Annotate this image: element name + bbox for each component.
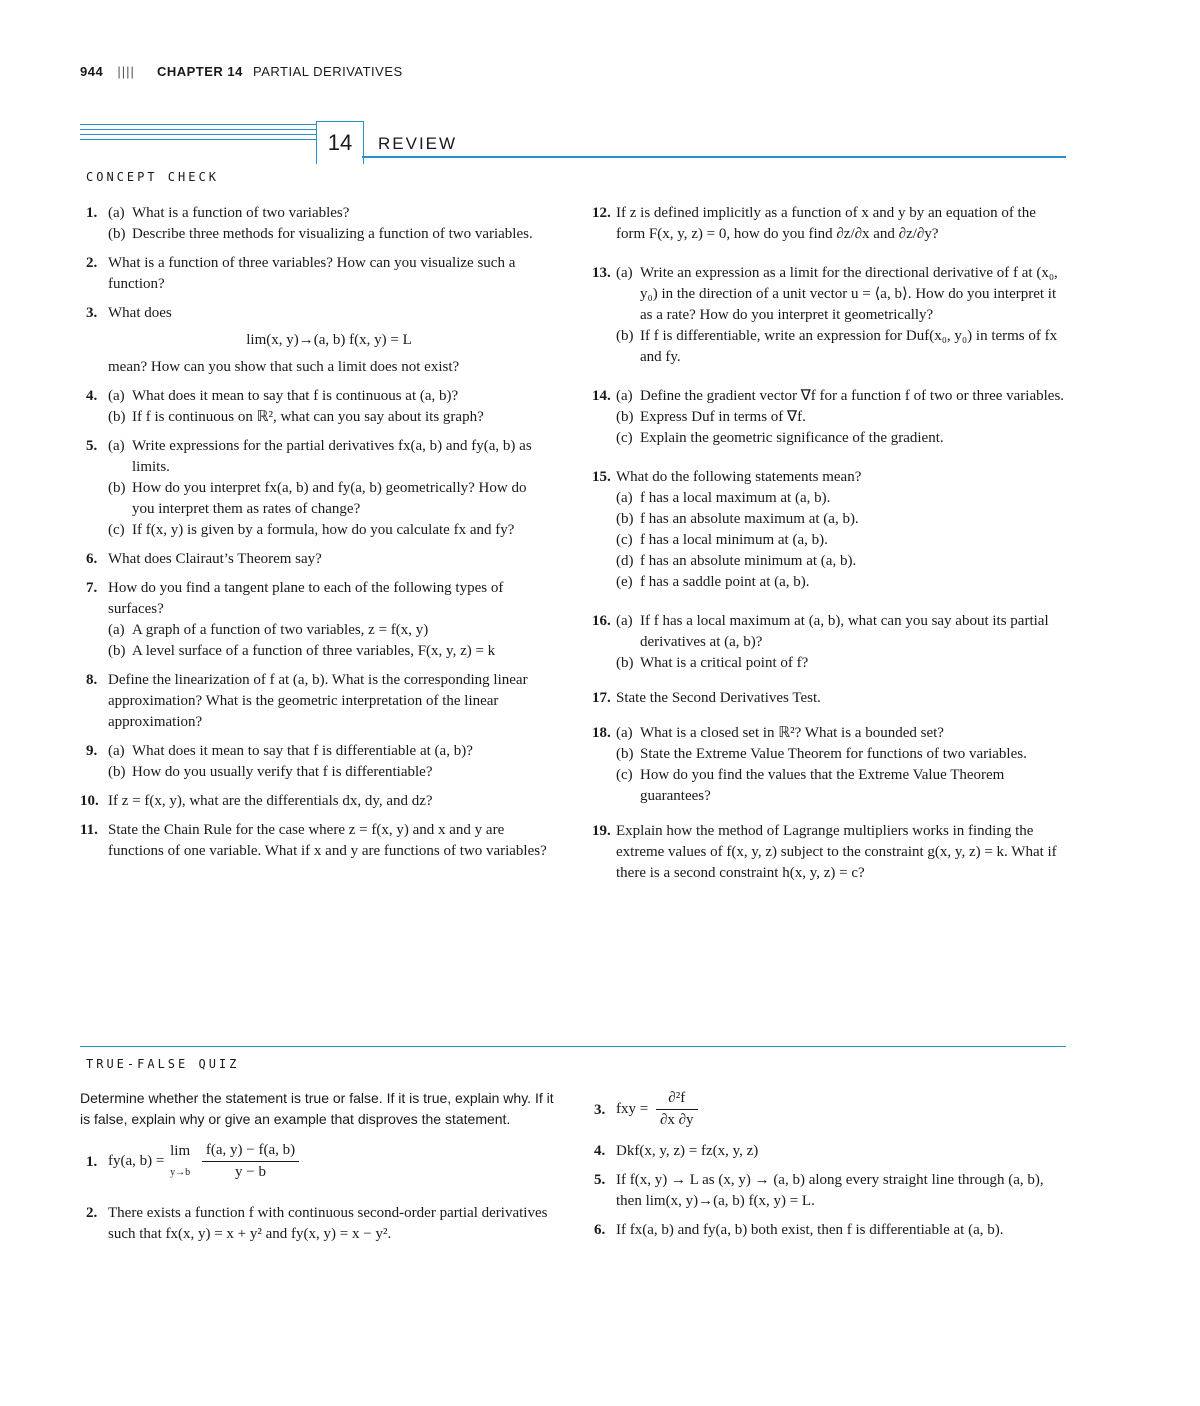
banner-lines	[80, 124, 316, 144]
chapter-title: PARTIAL DERIVATIVES	[253, 64, 403, 79]
question-17: 17. State the Second Derivatives Test.	[592, 690, 821, 706]
question-8: 8. Define the linearization of f at (a, b). What is the corresponding linear approximation? What is the geometric interpretation of the linear approximation?	[86, 672, 528, 730]
quiz-rule	[80, 1046, 1066, 1047]
question-9: 9. (a) What does it mean to say that f is differentiable at (a, b)? (b) How do you usually verify that f is differentiable?	[86, 743, 473, 780]
chapter-label: CHAPTER 14	[156, 64, 243, 79]
quiz-question-5: 5. If f(x, y) → L as (x, y) → (a, b) along every straight line through (a, b), then lim(x, y)→(a, b) f(x, y) = L.	[594, 1172, 1044, 1209]
question-2: 2. What is a function of three variables? How can you visualize such a function?	[86, 255, 516, 292]
quiz-question-6: 6. If fx(a, b) and fy(a, b) both exist, then f is differentiable at (a, b).	[594, 1222, 1004, 1238]
question-12: 12. If z is defined implicitly as a function of x and y by an equation of the form F(x, y, z) = 0, how do you find ∂z/∂x and ∂z/∂y?	[592, 205, 1036, 242]
question-15: 15. What do the following statements mean? (a) f has a local maximum at (a, b). (b) f has an absolute maximum at (a, b). (c) f has a local minimum at (a, b). (d) f has an absolute minimum at (a, b). (e) f has a saddle point at (a, b).	[592, 469, 862, 590]
question-14: 14. (a) Define the gradient vector ∇f for a function f of two or three variables. (b) Express Duf in terms of ∇f. (c) Explain the geometric significance of the gradient.	[592, 388, 1065, 446]
quiz-question-2: 2. There exists a function f with continuous second-order partial derivatives such that fx(x, y) = x + y² and fy(x, y) = x − y².	[86, 1205, 548, 1242]
quiz-right-column	[588, 1088, 1066, 1249]
question-10: 10. If z = f(x, y), what are the differentials dx, dy, and dz?	[80, 793, 433, 809]
question-7: 7. How do you find a tangent plane to each of the following types of surfaces? (a) A graph of a function of two variables, z = f(x, y) (b) A level surface of a function of three variables, F(x, y, z) = k	[86, 580, 504, 659]
quiz-question-3: 3. fxy = $\frac{\text{∂²f}}{\partial x \partial y}$	[588, 1088, 1066, 1131]
question-16: 16. (a) If f has a local maximum at (a, b), what can you say about its partial derivatives at (a, b)? (b) What is a critical point of f?	[592, 613, 1049, 671]
question-4: 4. (a) What does it mean to say that f is continuous at (a, b)? (b) If f is continuous on ℝ², what can you say about its graph?	[86, 388, 484, 425]
quiz-question-4: 4. Dkf(x, y, z) = fz(x, y, z)	[594, 1143, 759, 1159]
concept-right-column	[588, 203, 1066, 892]
quiz-left-column	[80, 1140, 560, 1253]
quiz-question-1: 1. fy(a, b) = lim y→b $\frac{f(a, y) - f(a, b)}{y - b}$	[80, 1140, 560, 1183]
question-6: 6. What does Clairaut’s Theorem say?	[86, 551, 322, 567]
question-3: 3. What does lim(x, y)→(a, b) f(x, y) = L mean? How can you show that such a limit does not exist?	[80, 303, 550, 378]
running-header	[80, 64, 403, 79]
page-number: 944	[80, 64, 104, 79]
question-19: 19. Explain how the method of Lagrange multipliers works in finding the extreme values of f(x, y, z) subject to the constraint g(x, y, z) = k. What if there is a second constraint h(x, y, z) = c?	[592, 823, 1057, 881]
question-1: 1. (a) What is a function of two variables? (b) Describe three methods for visualizing a function of two variables.	[86, 205, 533, 242]
review-number: 14	[316, 121, 364, 164]
header-bars: ||||	[117, 64, 135, 79]
banner-rule	[362, 156, 1066, 158]
quiz-intro: Determine whether the statement is true or false. If it is true, explain why. If it is false, explain why or give an example that disproves the statement.	[80, 1090, 554, 1127]
concept-left-column	[80, 203, 550, 870]
review-title: REVIEW	[378, 134, 458, 153]
quiz-heading: TRUE-FALSE QUIZ	[86, 1057, 240, 1071]
concept-check-heading: CONCEPT CHECK	[86, 170, 219, 184]
question-5: 5. (a) Write expressions for the partial derivatives fx(a, b) and fy(a, b) as limits. (b) How do you interpret fx(a, b) and fy(a, b) geometrically? How do you interpret them as rates of change? (c) If f(x, y) is given by a formula, how do you calculate fx and fy?	[86, 438, 532, 538]
question-11: 11. State the Chain Rule for the case where z = f(x, y) and x and y are functions of one variable. What if x and y are functions of two variables?	[80, 822, 547, 859]
limit-formula: lim(x, y)→(a, b) f(x, y) = L	[246, 332, 412, 348]
question-13: 13. (a) Write an expression as a limit for the directional derivative of f at (x₀, y₀) in the direction of a unit vector u = ⟨a, b⟩. How do you interpret it as a rate? How do you interpret it geometrically? (b) If f is differentiable, write an expression for Duf(x₀, y₀) in terms of fx and fy.	[592, 265, 1058, 365]
question-18: 18. (a) What is a closed set in ℝ²? What is a bounded set? (b) State the Extreme Value Theorem for functions of two variables. (c) How do you find the values that the Extreme Value Theorem guarantees?	[592, 725, 1027, 804]
